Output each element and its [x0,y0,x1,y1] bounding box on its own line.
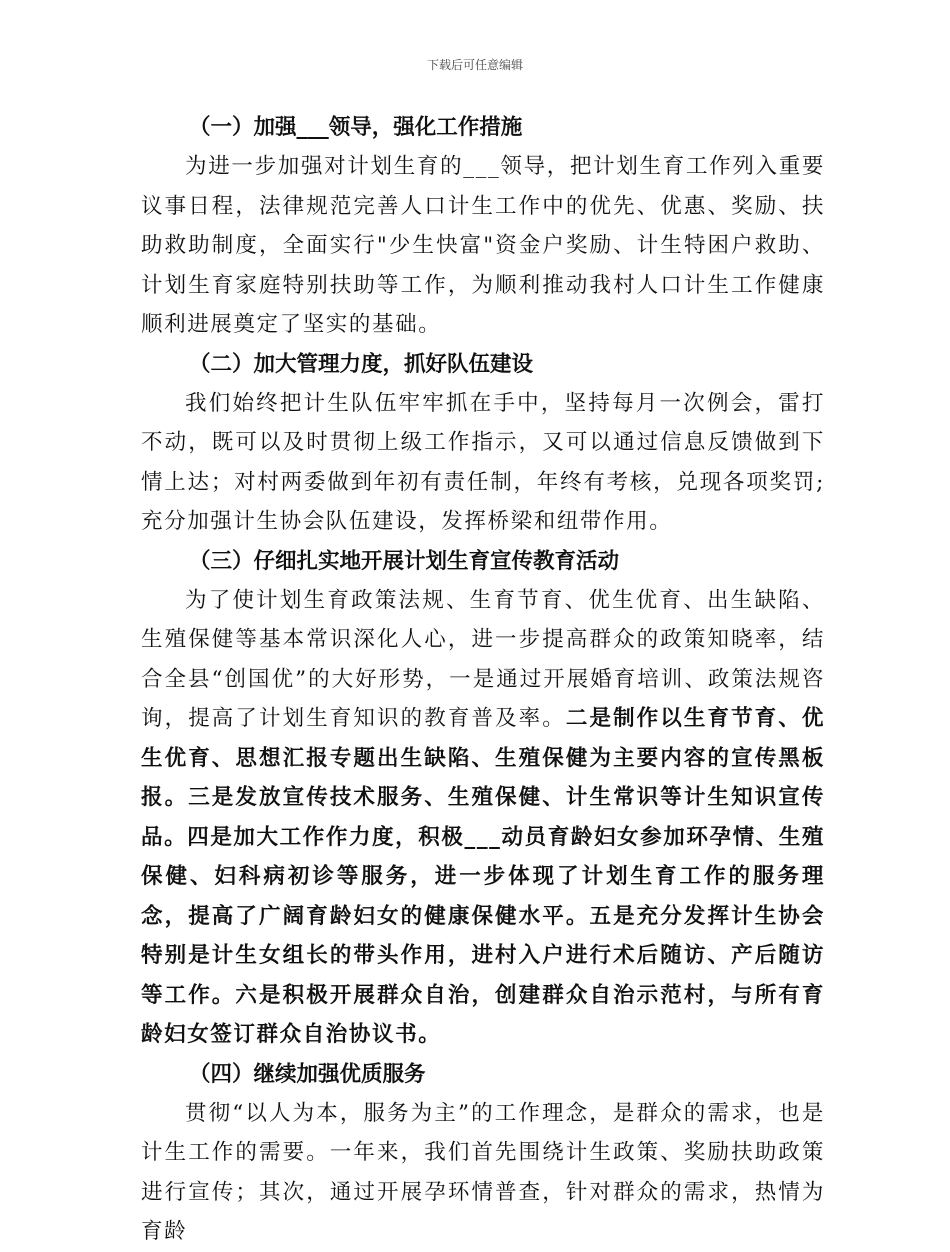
section-paragraph-3 [141,581,825,1055]
section-paragraph-2 [141,384,825,542]
section-heading-3: （三）仔细扎实地开展计划生育宣传教育活动 [189,548,620,574]
paragraph-run: 为进一步加强对计划生育的___领导，把计划生育工作列入重要议事日程，法律规范完善人口计生工作中的优先、优惠、奖励、扶助救助制度，全面实行"少生快富"资金户奖励、计生特困户救助、计划生育家庭特别扶助等工作，为顺利推动我村人口计生工作健康顺利进展奠定了坚实的基础。 [141,154,825,337]
paragraph-run: 我们始终把计生队伍牢牢抓在手中，坚持每月一次例会，雷打不动，既可以及时贯彻上级工作指示，又可以通过信息反馈做到下情上达；对村两委做到年初有责任制，年终有考核，兑现各项奖罚;充分加强计生协会队伍建设，发挥桥梁和纽带作用。 [141,390,825,534]
section-paragraph-1 [141,147,825,345]
paragraph-run: 贯彻“以人为本，服务为主”的工作理念，是群众的需求，也是计生工作的需要。一年来，我们首先围绕计生政策、奖励扶助政策进行宣传；其次，通过开展孕环情普查，针对群众的需求，热情为育龄 [141,1100,825,1244]
paragraph-run: 为了使计划生育政策法规、生育节育、优生优育、出生缺陷、生殖保健等基本常识深化人心，进一步提高群众的政策知晓率，结合全县“创国优”的大好形势，一是通过开展婚育培训、政策法规咨询，提高了计划生育知识的教育普及率。 [141,587,825,731]
document-body [141,108,825,1252]
section-heading-1: （一）加强___领导，强化工作措施 [189,115,523,140]
section-heading-2: （二）加大管理力度，抓好队伍建设 [189,351,534,377]
paragraph-run-bold: 二是制作以生育节育、优生优育、思想汇报专题出生缺陷、生殖保健为主要内容的宣传黑板报。三是发放宣传技术服务、生殖保健、计生常识等计生知识宣传品。四是加大工作作力度，积极___动员育龄妇女参加环孕情、生殖保健、妇科病初诊等服务，进一步体现了计划生育工作的服务理念，提高了广阔育龄妇女的健康保健水平。五是充分发挥计生协会特别是计生女组长的带头作用，进村入户进行术后随访、产后随访等工作。六是积极开展群众自治，创建群众自治示范村，与所有育龄妇女签订群众自治协议书。 [141,706,825,1047]
page-header: 下载后可任意编辑 [426,58,523,72]
section-heading-4: （四）继续加强优质服务 [189,1061,426,1087]
section-paragraph-4 [141,1094,825,1252]
